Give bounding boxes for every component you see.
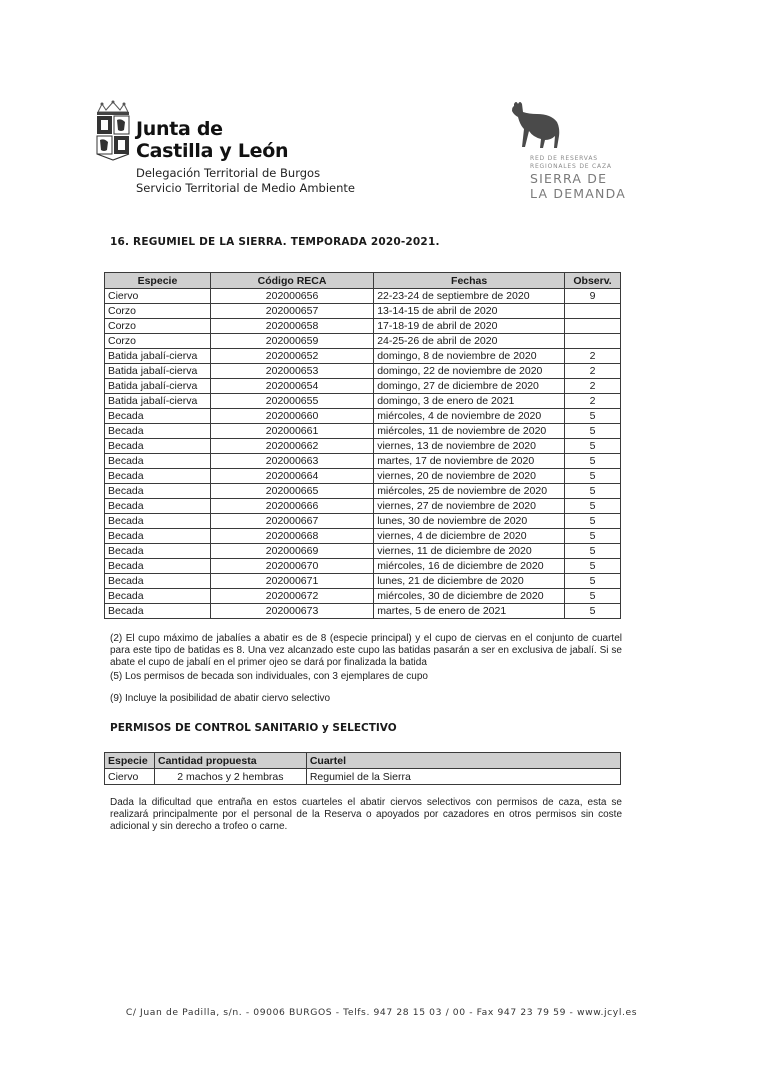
cell-especie: Becada bbox=[105, 409, 211, 424]
cell-codigo: 202000668 bbox=[210, 529, 373, 544]
cell-fecha: miércoles, 30 de diciembre de 2020 bbox=[374, 589, 565, 604]
cell-fecha: viernes, 11 de diciembre de 2020 bbox=[374, 544, 565, 559]
cell-observ: 5 bbox=[565, 409, 621, 424]
cell-observ bbox=[565, 334, 621, 349]
cell-codigo: 202000669 bbox=[210, 544, 373, 559]
cell-fecha: domingo, 3 de enero de 2021 bbox=[374, 394, 565, 409]
cell-codigo: 202000662 bbox=[210, 439, 373, 454]
closing-paragraph: Dada la dificultad que entraña en estos cuarteles el abatir ciervos selectivos con permisos de caza, esta se realizará principalmente por el personal de la Reserva o apoyados por cazadores en otros permisos sin coste adicional y sin derecho a trofeo o carne. bbox=[110, 797, 622, 832]
table-row bbox=[105, 589, 621, 604]
hunting-dates-table bbox=[104, 272, 621, 619]
table-row bbox=[105, 514, 621, 529]
cell-especie: Corzo bbox=[105, 334, 211, 349]
permits-title: PERMISOS DE CONTROL SANITARIO y SELECTIVO bbox=[110, 722, 397, 734]
reserve-network-label bbox=[530, 155, 612, 171]
table-row bbox=[105, 439, 621, 454]
org-title bbox=[136, 118, 288, 162]
cell-observ: 5 bbox=[565, 604, 621, 619]
org-subtitle bbox=[136, 166, 355, 196]
cell-codigo: 202000661 bbox=[210, 424, 373, 439]
col-header-observ: Observ. bbox=[565, 273, 621, 289]
cell-fecha: miércoles, 11 de noviembre de 2020 bbox=[374, 424, 565, 439]
cell-codigo: 202000670 bbox=[210, 559, 373, 574]
table-row bbox=[105, 484, 621, 499]
table-row bbox=[105, 364, 621, 379]
cell-fecha: viernes, 20 de noviembre de 2020 bbox=[374, 469, 565, 484]
cell-especie: Becada bbox=[105, 559, 211, 574]
cell-codigo: 202000666 bbox=[210, 499, 373, 514]
cell-codigo: 202000656 bbox=[210, 289, 373, 304]
cell-codigo: 202000663 bbox=[210, 454, 373, 469]
cell-observ: 5 bbox=[565, 499, 621, 514]
table-row bbox=[105, 289, 621, 304]
junta-logo-block bbox=[94, 100, 364, 200]
cell-observ: 5 bbox=[565, 454, 621, 469]
cell-fecha: martes, 5 de enero de 2021 bbox=[374, 604, 565, 619]
cell-fecha: 24-25-26 de abril de 2020 bbox=[374, 334, 565, 349]
permits-col-cuartel: Cuartel bbox=[306, 753, 620, 769]
cell-observ: 5 bbox=[565, 529, 621, 544]
cell-especie: Batida jabalí-cierva bbox=[105, 379, 211, 394]
cell-observ: 2 bbox=[565, 364, 621, 379]
cell-especie: Becada bbox=[105, 574, 211, 589]
permits-cantidad: 2 machos y 2 hembras bbox=[154, 769, 306, 785]
permits-especie: Ciervo bbox=[105, 769, 155, 785]
table-row bbox=[105, 319, 621, 334]
org-title-line1: Junta de bbox=[136, 118, 223, 140]
permits-col-especie: Especie bbox=[105, 753, 155, 769]
reserve-line3: SIERRA DE bbox=[530, 171, 608, 186]
table-header-row bbox=[105, 273, 621, 289]
section-title: 16. REGUMIEL DE LA SIERRA. TEMPORADA 2020-2021. bbox=[110, 236, 440, 248]
cell-codigo: 202000673 bbox=[210, 604, 373, 619]
cell-observ bbox=[565, 319, 621, 334]
cell-especie: Becada bbox=[105, 604, 211, 619]
cell-especie: Corzo bbox=[105, 304, 211, 319]
cell-observ: 5 bbox=[565, 559, 621, 574]
col-header-especie: Especie bbox=[105, 273, 211, 289]
reserve-line2: REGIONALES DE CAZA bbox=[530, 163, 612, 170]
cell-especie: Batida jabalí-cierva bbox=[105, 349, 211, 364]
cell-codigo: 202000660 bbox=[210, 409, 373, 424]
cell-observ: 9 bbox=[565, 289, 621, 304]
cell-observ: 2 bbox=[565, 394, 621, 409]
cell-codigo: 202000665 bbox=[210, 484, 373, 499]
cell-codigo: 202000672 bbox=[210, 589, 373, 604]
table-row bbox=[105, 334, 621, 349]
table-row bbox=[105, 424, 621, 439]
cell-especie: Becada bbox=[105, 454, 211, 469]
cell-observ: 5 bbox=[565, 439, 621, 454]
cell-especie: Batida jabalí-cierva bbox=[105, 394, 211, 409]
cell-fecha: viernes, 13 de noviembre de 2020 bbox=[374, 439, 565, 454]
reserve-name bbox=[530, 171, 626, 201]
cell-observ: 5 bbox=[565, 574, 621, 589]
note-5: (5) Los permisos de becada son individuales, con 3 ejemplares de cupo bbox=[110, 671, 428, 682]
cell-codigo: 202000652 bbox=[210, 349, 373, 364]
cell-especie: Becada bbox=[105, 499, 211, 514]
table-row bbox=[105, 469, 621, 484]
cell-especie: Becada bbox=[105, 529, 211, 544]
cell-especie: Batida jabalí-cierva bbox=[105, 364, 211, 379]
col-header-codigo: Código RECA bbox=[210, 273, 373, 289]
cell-fecha: domingo, 22 de noviembre de 2020 bbox=[374, 364, 565, 379]
table-row bbox=[105, 394, 621, 409]
cell-especie: Becada bbox=[105, 589, 211, 604]
permits-cuartel: Regumiel de la Sierra bbox=[306, 769, 620, 785]
table-row bbox=[105, 559, 621, 574]
permits-col-cantidad: Cantidad propuesta bbox=[154, 753, 306, 769]
table-row bbox=[105, 544, 621, 559]
cell-observ: 5 bbox=[565, 484, 621, 499]
reserve-line1: RED DE RESERVAS bbox=[530, 155, 598, 162]
note-2: (2) El cupo máximo de jabalíes a abatir es de 8 (especie principal) y el cupo de ciervas en el conjunto de cuartel para este tipo de batidas es 8. Una vez alcanzado este cupo las batidas pasarán a ser en exclusiva de jabalí. Si se abate el cupo de jabalí en el primer ojeo se dará por finalizada la batida bbox=[110, 633, 622, 668]
cell-fecha: lunes, 21 de diciembre de 2020 bbox=[374, 574, 565, 589]
permits-row bbox=[105, 769, 621, 785]
cell-codigo: 202000655 bbox=[210, 394, 373, 409]
chamois-icon bbox=[508, 100, 568, 152]
cell-fecha: miércoles, 25 de noviembre de 2020 bbox=[374, 484, 565, 499]
table-row bbox=[105, 409, 621, 424]
org-title-line2: Castilla y León bbox=[136, 140, 289, 162]
table-row bbox=[105, 529, 621, 544]
table-row bbox=[105, 379, 621, 394]
cell-especie: Becada bbox=[105, 469, 211, 484]
table-body bbox=[105, 289, 621, 619]
cell-codigo: 202000658 bbox=[210, 319, 373, 334]
table-row bbox=[105, 604, 621, 619]
table-row bbox=[105, 304, 621, 319]
cell-observ bbox=[565, 304, 621, 319]
cell-fecha: viernes, 4 de diciembre de 2020 bbox=[374, 529, 565, 544]
permits-table bbox=[104, 752, 621, 785]
cell-observ: 2 bbox=[565, 349, 621, 364]
cell-especie: Becada bbox=[105, 544, 211, 559]
cell-especie: Becada bbox=[105, 514, 211, 529]
cell-fecha: lunes, 30 de noviembre de 2020 bbox=[374, 514, 565, 529]
cell-especie: Corzo bbox=[105, 319, 211, 334]
cell-codigo: 202000667 bbox=[210, 514, 373, 529]
cell-observ: 2 bbox=[565, 379, 621, 394]
cell-fecha: 22-23-24 de septiembre de 2020 bbox=[374, 289, 565, 304]
coat-of-arms-icon bbox=[94, 100, 132, 162]
cell-observ: 5 bbox=[565, 469, 621, 484]
cell-observ: 5 bbox=[565, 544, 621, 559]
cell-especie: Becada bbox=[105, 424, 211, 439]
cell-observ: 5 bbox=[565, 514, 621, 529]
col-header-fechas: Fechas bbox=[374, 273, 565, 289]
cell-fecha: miércoles, 4 de noviembre de 2020 bbox=[374, 409, 565, 424]
cell-fecha: domingo, 8 de noviembre de 2020 bbox=[374, 349, 565, 364]
table-row bbox=[105, 349, 621, 364]
cell-fecha: domingo, 27 de diciembre de 2020 bbox=[374, 379, 565, 394]
cell-codigo: 202000664 bbox=[210, 469, 373, 484]
cell-codigo: 202000654 bbox=[210, 379, 373, 394]
cell-fecha: martes, 17 de noviembre de 2020 bbox=[374, 454, 565, 469]
cell-codigo: 202000659 bbox=[210, 334, 373, 349]
cell-especie: Ciervo bbox=[105, 289, 211, 304]
reserve-logo-block bbox=[508, 100, 638, 205]
cell-codigo: 202000657 bbox=[210, 304, 373, 319]
table-row bbox=[105, 454, 621, 469]
cell-codigo: 202000653 bbox=[210, 364, 373, 379]
cell-codigo: 202000671 bbox=[210, 574, 373, 589]
cell-observ: 5 bbox=[565, 589, 621, 604]
cell-fecha: viernes, 27 de noviembre de 2020 bbox=[374, 499, 565, 514]
service-line: Servicio Territorial de Medio Ambiente bbox=[136, 181, 355, 195]
note-9: (9) Incluye la posibilidad de abatir ciervo selectivo bbox=[110, 693, 331, 704]
cell-observ: 5 bbox=[565, 424, 621, 439]
reserve-line4: LA DEMANDA bbox=[530, 186, 626, 201]
footer-address: C/ Juan de Padilla, s/n. - 09006 BURGOS - Telfs. 947 28 15 03 / 00 - Fax 947 23 79 59 - www.jcyl.es bbox=[125, 1007, 638, 1018]
delegation-line: Delegación Territorial de Burgos bbox=[136, 166, 321, 180]
cell-fecha: 13-14-15 de abril de 2020 bbox=[374, 304, 565, 319]
cell-especie: Becada bbox=[105, 484, 211, 499]
permits-header-row bbox=[105, 753, 621, 769]
cell-especie: Becada bbox=[105, 439, 211, 454]
cell-fecha: miércoles, 16 de diciembre de 2020 bbox=[374, 559, 565, 574]
cell-fecha: 17-18-19 de abril de 2020 bbox=[374, 319, 565, 334]
table-row bbox=[105, 574, 621, 589]
table-row bbox=[105, 499, 621, 514]
